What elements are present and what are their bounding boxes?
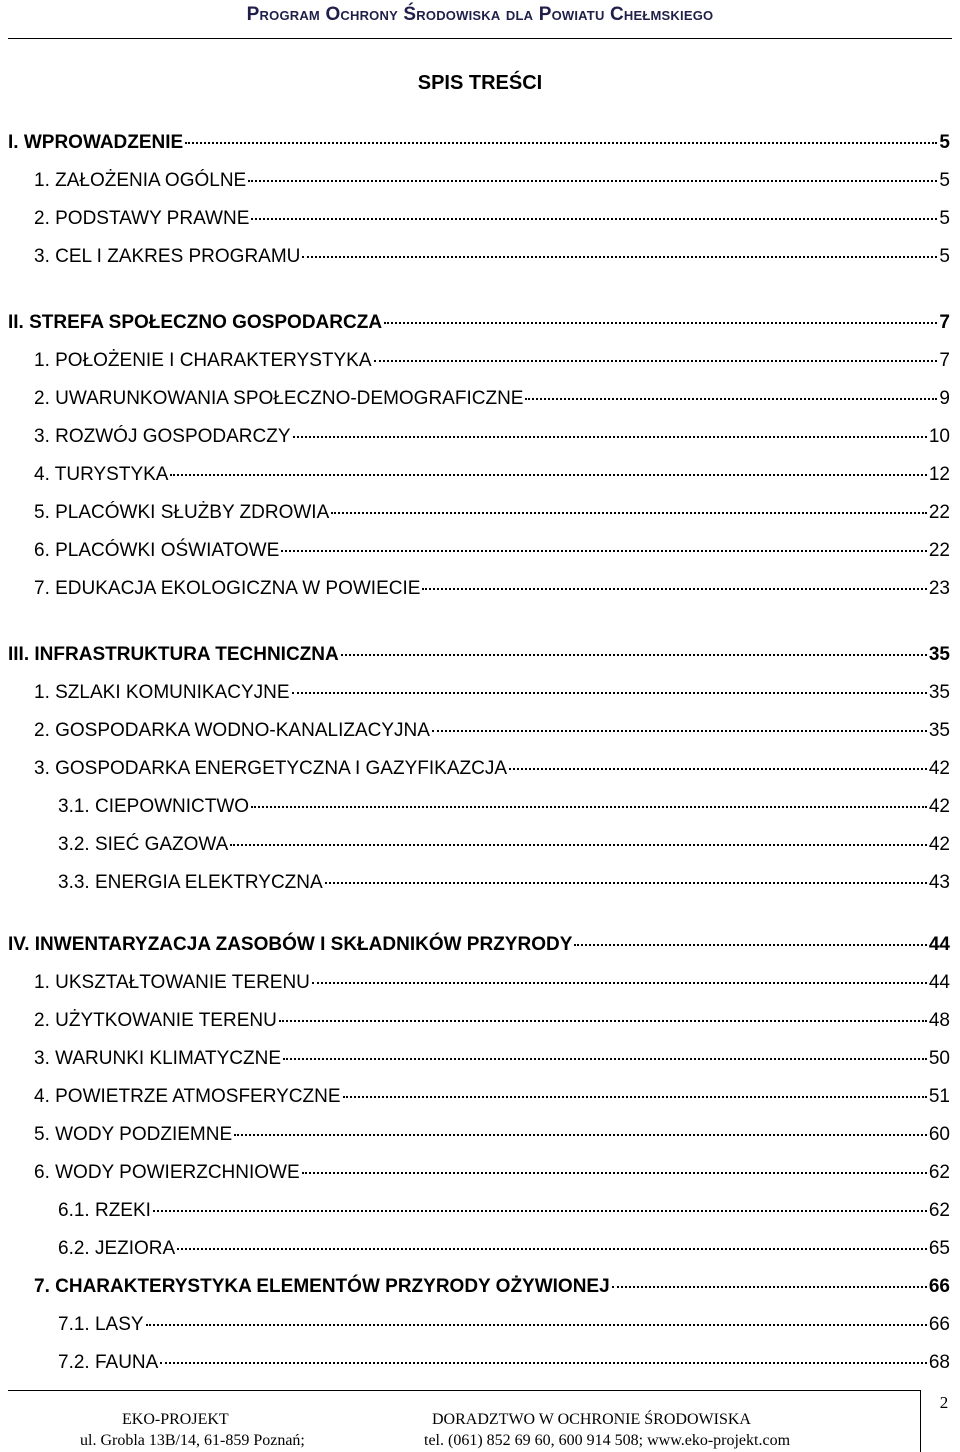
toc-entry-page: 22 (928, 540, 950, 561)
page-number: 2 (939, 1393, 949, 1412)
toc-leader-dots (234, 1134, 927, 1136)
toc-entry-page: 50 (928, 1048, 950, 1069)
toc-entry-page: 5 (939, 170, 950, 191)
toc-entry-page: 7 (939, 312, 950, 333)
toc-entry-label: 3. WARUNKI KLIMATYCZNE (34, 1048, 282, 1069)
toc-entry-label: 7.2. FAUNA (58, 1352, 159, 1373)
toc-leader-dots (343, 1096, 927, 1098)
toc-leader-dots (509, 768, 927, 770)
toc-leader-dots (146, 1324, 927, 1326)
toc-entry-page: 66 (928, 1314, 950, 1335)
toc-entry[interactable] (34, 538, 950, 564)
toc-leader-dots (283, 1058, 927, 1060)
toc-entry[interactable] (34, 1008, 950, 1034)
toc-leader-dots (432, 730, 927, 732)
toc-entry-label: 7. EDUKACJA EKOLOGICZNA W POWIECIE (34, 578, 421, 599)
toc-entry[interactable] (34, 1274, 950, 1300)
toc-leader-dots (325, 882, 927, 884)
toc-entry[interactable] (58, 832, 950, 858)
toc-entry[interactable] (34, 680, 950, 706)
toc-entry[interactable] (34, 1122, 950, 1148)
toc-entry-label: 4. POWIETRZE ATMOSFERYCZNE (34, 1086, 341, 1107)
toc-leader-dots (574, 944, 926, 946)
toc-entry[interactable] (58, 1312, 950, 1338)
toc-entry[interactable] (34, 168, 950, 194)
toc-entry-label: 7. CHARAKTERYSTYKA ELEMENTÓW PRZYRODY OŻYWIONEJ (34, 1276, 610, 1297)
toc-entry-page: 66 (928, 1276, 950, 1297)
toc-entry-label: 2. UWARUNKOWANIA SPOŁECZNO-DEMOGRAFICZNE (34, 388, 524, 409)
toc-entry-page: 9 (939, 388, 950, 409)
toc-leader-dots (177, 1248, 927, 1250)
toc-leader-dots (331, 512, 927, 514)
toc-entry-label: 6. WODY POWIERZCHNIOWE (34, 1162, 300, 1183)
toc-entry[interactable] (34, 206, 950, 232)
footer-service: DORADZTWO W OCHRONIE ŚRODOWISKA (432, 1411, 751, 1428)
toc-leader-dots (248, 180, 937, 182)
toc-entry[interactable] (8, 130, 950, 156)
toc-entry-page: 5 (939, 132, 950, 153)
footer-company: EKO-PROJEKT (122, 1411, 229, 1428)
toc-entry-label: 4. TURYSTYKA (34, 464, 169, 485)
toc-entry-label: II. STREFA SPOŁECZNO GOSPODARCZA (8, 312, 383, 333)
toc-entry[interactable] (34, 386, 950, 412)
toc-entry[interactable] (34, 348, 950, 374)
toc-entry-page: 23 (928, 578, 950, 599)
toc-entry-label: 6.2. JEZIORA (58, 1238, 176, 1259)
toc-entry-page: 7 (939, 350, 950, 371)
toc-entry-page: 12 (928, 464, 950, 485)
footer-rule (8, 1390, 920, 1391)
toc-entry-label: 5. PLACÓWKI SŁUŻBY ZDROWIA (34, 502, 330, 523)
toc-leader-dots (185, 142, 937, 144)
running-header: Program Ochrony Środowiska dla Powiatu Chełmskiego (246, 4, 714, 25)
toc-entry-label: 3.2. SIEĆ GAZOWA (58, 834, 229, 855)
toc-entry-label: 3. CEL I ZAKRES PROGRAMU (34, 246, 301, 267)
toc-entry-label: 1. UKSZTAŁTOWANIE TERENU (34, 972, 310, 993)
toc-leader-dots (525, 398, 937, 400)
toc-entry-label: 6. PLACÓWKI OŚWIATOWE (34, 540, 280, 561)
footer-divider (920, 1390, 921, 1452)
toc-leader-dots (251, 218, 937, 220)
toc-entry-page: 62 (928, 1200, 950, 1221)
toc-entry-page: 42 (928, 834, 950, 855)
toc-entry[interactable] (34, 1084, 950, 1110)
toc-leader-dots (153, 1210, 927, 1212)
toc-entry[interactable] (34, 576, 950, 602)
footer-address: ul. Grobla 13B/14, 61-859 Poznań; (80, 1432, 305, 1449)
toc-leader-dots (302, 256, 937, 258)
toc-entry-label: 2. GOSPODARKA WODNO-KANALIZACYJNA (34, 720, 430, 741)
toc-entry-label: 2. PODSTAWY PRAWNE (34, 208, 250, 229)
toc-entry[interactable] (8, 642, 950, 668)
toc-leader-dots (612, 1286, 927, 1288)
toc-title: SPIS TREŚCI (417, 72, 543, 94)
toc-entry-page: 48 (928, 1010, 950, 1031)
toc-entry-page: 35 (928, 644, 950, 665)
toc-entry-label: III. INFRASTRUKTURA TECHNICZNA (8, 644, 339, 665)
toc-entry[interactable] (34, 756, 950, 782)
toc-entry-page: 42 (928, 796, 950, 817)
toc-entry[interactable] (58, 870, 950, 896)
toc-leader-dots (160, 1362, 927, 1364)
toc-leader-dots (422, 588, 926, 590)
toc-leader-dots (384, 322, 937, 324)
toc-entry[interactable] (34, 500, 950, 526)
toc-entry-page: 62 (928, 1162, 950, 1183)
toc-leader-dots (251, 806, 927, 808)
toc-leader-dots (281, 550, 927, 552)
toc-entry-label: 3.1. CIEPOWNICTWO (58, 796, 250, 817)
toc-entry[interactable] (58, 1236, 950, 1262)
toc-entry-page: 35 (928, 720, 950, 741)
toc-entry-label: IV. INWENTARYZACJA ZASOBÓW I SKŁADNIKÓW PRZYRODY (8, 934, 573, 955)
toc-leader-dots (279, 1020, 927, 1022)
toc-entry-page: 65 (928, 1238, 950, 1259)
toc-leader-dots (302, 1172, 927, 1174)
toc-entry-label: 6.1. RZEKI (58, 1200, 151, 1221)
toc-entry[interactable] (58, 1350, 950, 1376)
toc-leader-dots (170, 474, 926, 476)
toc-entry-page: 5 (939, 246, 950, 267)
toc-entry-page: 51 (928, 1086, 950, 1107)
toc-leader-dots (312, 982, 927, 984)
toc-entry[interactable] (8, 310, 950, 336)
toc-entry-label: 5. WODY PODZIEMNE (34, 1124, 233, 1145)
toc-entry[interactable] (34, 424, 950, 450)
toc-entry[interactable] (34, 244, 950, 270)
toc-entry-label: 3.3. ENERGIA ELEKTRYCZNA (58, 872, 323, 893)
toc-entry-page: 68 (928, 1352, 950, 1373)
toc-entry-label: I. WPROWADZENIE (8, 132, 184, 153)
toc-leader-dots (293, 436, 927, 438)
toc-entry-page: 43 (928, 872, 950, 893)
toc-entry-page: 44 (928, 934, 950, 955)
toc-entry-label: 2. UŻYTKOWANIE TERENU (34, 1010, 277, 1031)
toc-entry-label: 3. ROZWÓJ GOSPODARCZY (34, 426, 291, 447)
toc-entry-label: 7.1. LASY (58, 1314, 144, 1335)
toc-entry-page: 10 (928, 426, 950, 447)
toc-entry-label: 1. SZLAKI KOMUNIKACYJNE (34, 682, 290, 703)
toc-entry-label: 1. ZAŁOŻENIA OGÓLNE (34, 170, 247, 191)
toc-entry[interactable] (58, 1198, 950, 1224)
toc-leader-dots (292, 692, 927, 694)
toc-entry[interactable] (34, 718, 950, 744)
footer-contact: tel. (061) 852 69 60, 600 914 508; www.eko-projekt.com (424, 1432, 791, 1449)
toc-entry-page: 44 (928, 972, 950, 993)
toc-entry-page: 60 (928, 1124, 950, 1145)
toc-entry[interactable] (34, 462, 950, 488)
toc-entry-label: 1. POŁOŻENIE I CHARAKTERYSTYKA (34, 350, 372, 371)
toc-entry-label: 3. GOSPODARKA ENERGETYCZNA I GAZYFIKAZCJA (34, 758, 507, 779)
toc-entry-page: 22 (928, 502, 950, 523)
toc-leader-dots (374, 360, 938, 362)
toc-entry-page: 35 (928, 682, 950, 703)
toc-entry[interactable] (34, 1046, 950, 1072)
toc-entry[interactable] (58, 794, 950, 820)
toc-entry[interactable] (34, 970, 950, 996)
header-rule (8, 38, 952, 39)
toc-leader-dots (341, 654, 927, 656)
toc-entry-page: 42 (928, 758, 950, 779)
toc-entry[interactable] (8, 932, 950, 958)
toc-entry-page: 5 (939, 208, 950, 229)
toc-leader-dots (230, 844, 927, 846)
toc-entry[interactable] (34, 1160, 950, 1186)
